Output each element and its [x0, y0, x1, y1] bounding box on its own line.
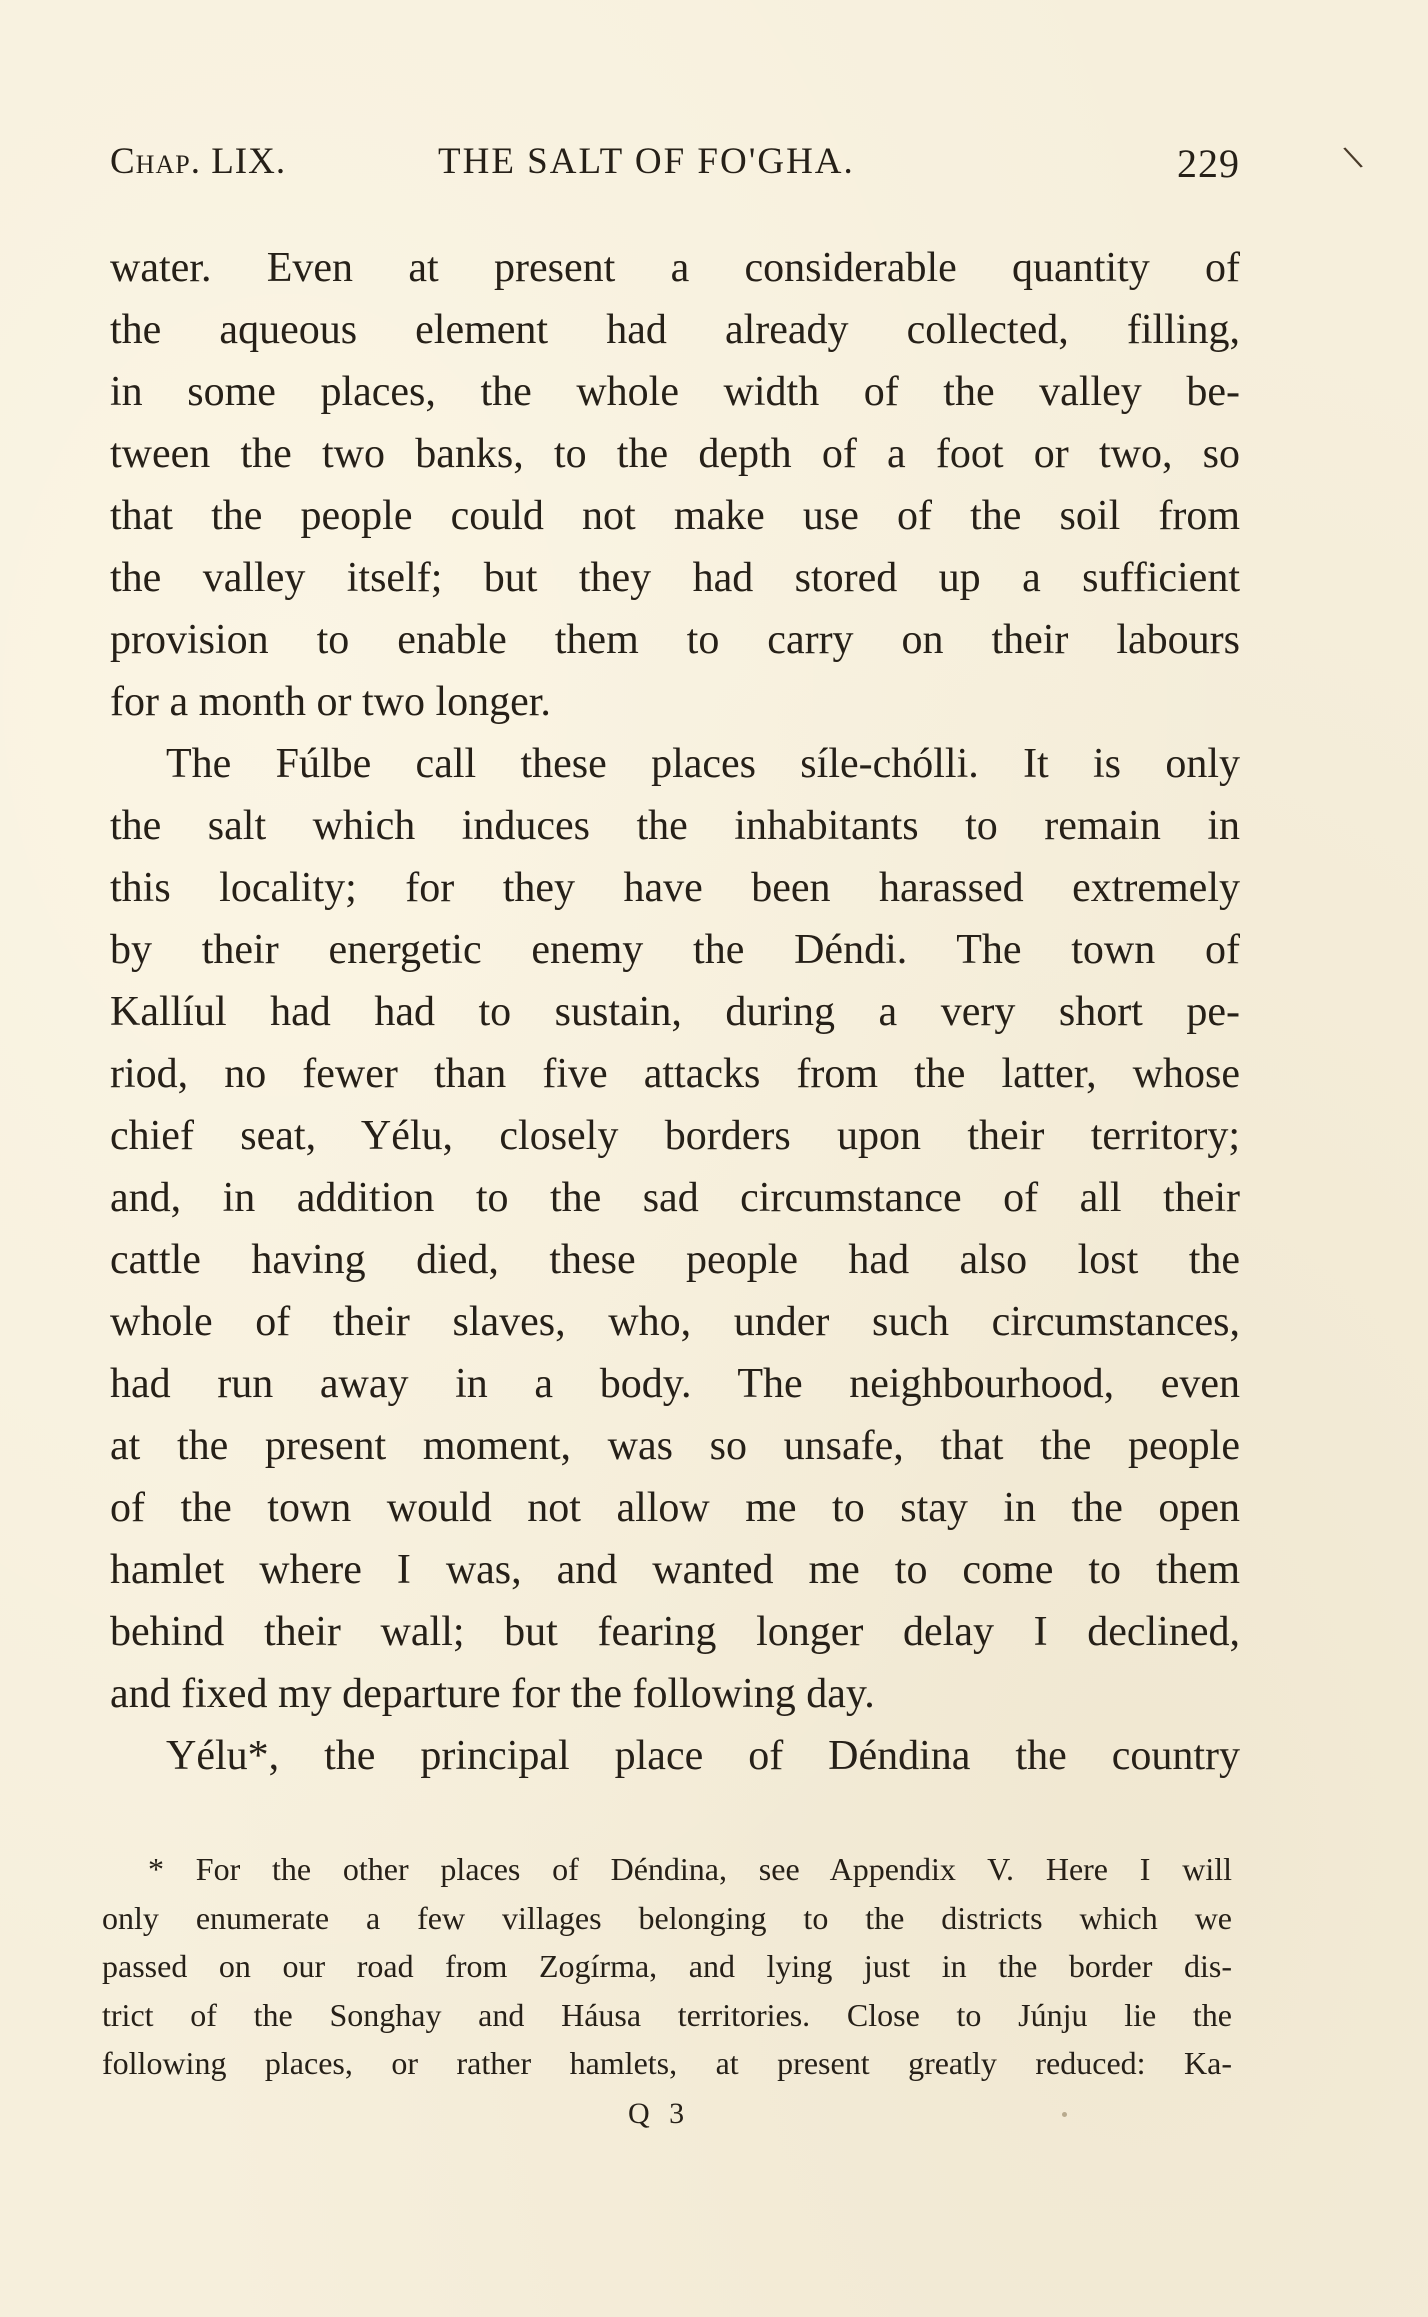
text-line: and fixed my departure for the following day. — [110, 1671, 875, 1717]
text-line: behind their wall; but fearing longer delay I declined, — [110, 1609, 1240, 1655]
text-line: at the present moment, was so unsafe, that the people — [110, 1423, 1240, 1469]
text-line: hamlet where I was, and wanted me to come to them — [110, 1547, 1240, 1593]
running-title: THE SALT OF FO'GHA. — [438, 141, 855, 182]
text-line: that the people could not make use of the soil from — [110, 493, 1240, 539]
text-line: water. Even at present a considerable quantity of — [110, 245, 1240, 291]
text-line: in some places, the whole width of the valley be- — [110, 369, 1240, 415]
signature-mark: Q 3 — [628, 2097, 691, 2130]
footnote-line: following places, or rather hamlets, at present greatly reduced: Ka- — [102, 2045, 1232, 2081]
footnote-line: trict of the Songhay and Háusa territories. Close to Júnju lie the — [102, 1996, 1232, 2033]
text-line: this locality; for they have been harassed extremely — [110, 865, 1240, 911]
footnote-line: passed on our road from Zogírma, and lying just in the border dis- — [102, 1948, 1232, 1984]
footnote — [102, 1845, 1232, 2088]
text-line: Yélu*, the principal place of Déndina the country — [166, 1733, 1240, 1779]
chapter-label: Chap. LIX. — [110, 141, 287, 182]
text-line: riod, no fewer than five attacks from the latter, whose — [110, 1051, 1240, 1097]
text-line: of the town would not allow me to stay in the open — [110, 1485, 1240, 1531]
text-line: the valley itself; but they had stored up a sufficient — [110, 555, 1240, 601]
text-line: tween the two banks, to the depth of a foot or two, so — [110, 431, 1240, 477]
text-line: Kallíul had had to sustain, during a very short pe- — [110, 989, 1240, 1035]
text-line: the aqueous element had already collected, filling, — [110, 307, 1240, 353]
footnote-line: * For the other places of Déndina, see Appendix V. Here I will — [148, 1851, 1232, 1887]
running-header — [108, 140, 1240, 200]
footnote-line: only enumerate a few villages belonging to the districts which we — [102, 1899, 1232, 1936]
body-text — [110, 237, 1240, 1787]
text-line: by their energetic enemy the Déndi. The town of — [110, 927, 1240, 973]
text-line: whole of their slaves, who, under such circumstances, — [110, 1299, 1240, 1345]
text-line: cattle having died, these people had also lost the — [110, 1237, 1240, 1283]
text-line: had run away in a body. The neighbourhood, even — [110, 1361, 1240, 1407]
text-line: and, in addition to the sad circumstance of all their — [110, 1175, 1240, 1221]
text-line: for a month or two longer. — [110, 679, 551, 725]
page-number: 229 — [1177, 141, 1240, 186]
text-line: chief seat, Yélu, closely borders upon their territory; — [110, 1113, 1240, 1159]
paper-speck — [1062, 2112, 1067, 2117]
margin-mark: \ — [1341, 139, 1366, 176]
text-line: provision to enable them to carry on their labours — [110, 617, 1240, 663]
text-line: The Fúlbe call these places síle-chólli. It is only — [166, 741, 1240, 787]
text-line: the salt which induces the inhabitants to remain in — [110, 803, 1240, 849]
